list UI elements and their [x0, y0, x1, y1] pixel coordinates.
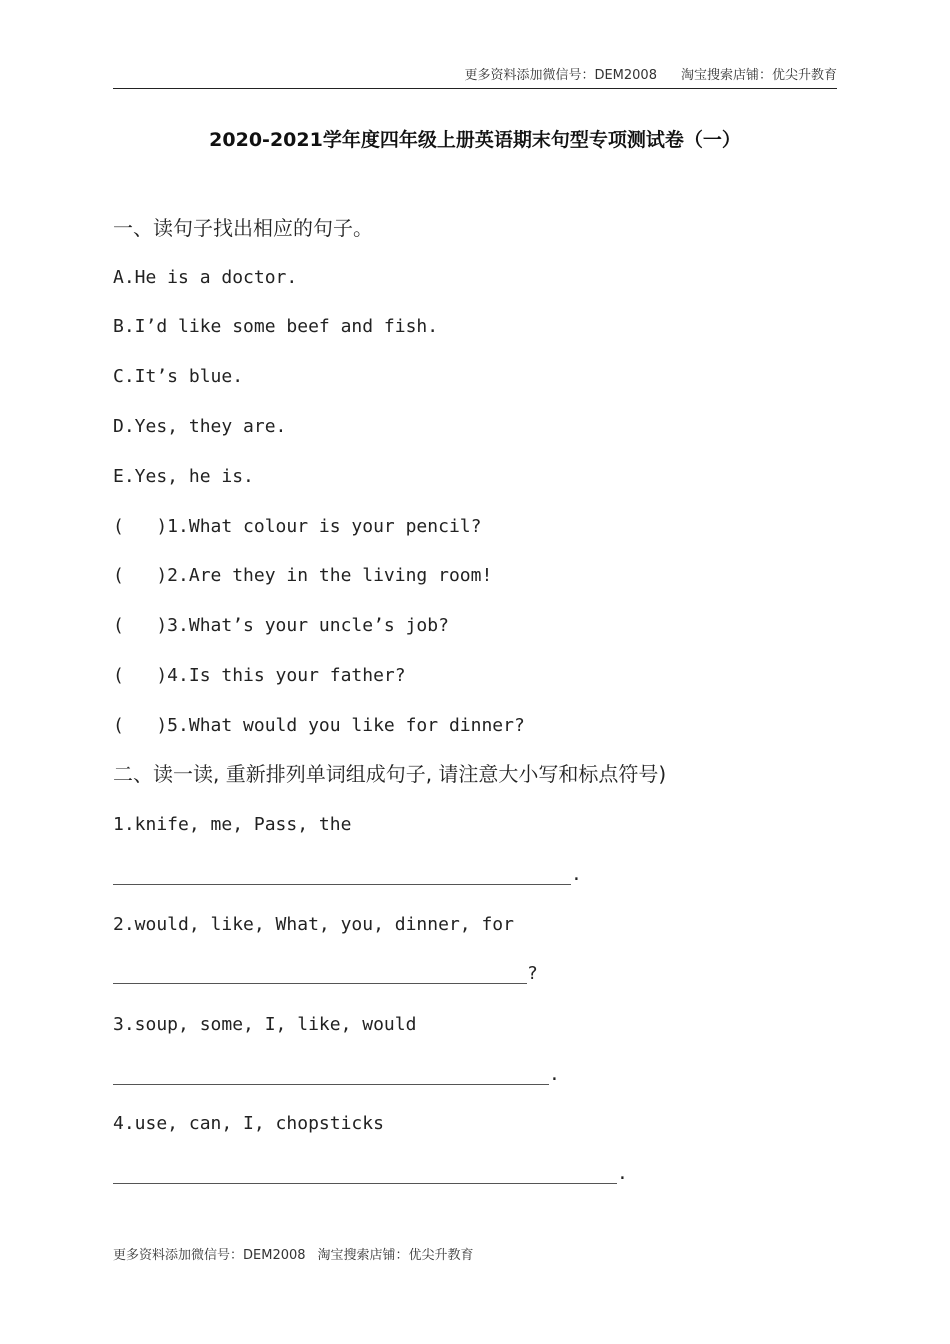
- section1-heading: 一、读句子找出相应的句子。: [113, 216, 373, 240]
- page-title: 2020-2021学年度四年级上册英语期末句型专项测试卷（一）: [209, 129, 741, 151]
- header-shop: 淘宝搜索店铺：优尖升教育: [680, 68, 837, 83]
- answer-blank-3[interactable]: [113, 1064, 549, 1085]
- footer-shop: 淘宝搜索店铺：优尖升教育: [317, 1248, 474, 1263]
- question-4: ( )4.Is this your father?: [113, 665, 406, 686]
- answer-blank-2[interactable]: [113, 963, 527, 984]
- option-b: B.I’d like some beef and fish.: [113, 316, 439, 337]
- answer-end-1: .: [571, 864, 582, 885]
- answer-end-4: .: [617, 1163, 628, 1184]
- reorder-item-2: 2.would, like, What, you, dinner, for: [113, 914, 514, 935]
- answer-line-3[interactable]: [113, 1064, 560, 1088]
- question-3: ( )3.What’s your uncle’s job?: [113, 615, 449, 636]
- option-c: C.It’s blue.: [113, 366, 244, 387]
- option-d: D.Yes, they are.: [113, 416, 287, 437]
- answer-line-2[interactable]: [113, 963, 538, 987]
- answer-blank-1[interactable]: [113, 864, 571, 885]
- answer-end-2: ?: [527, 963, 538, 984]
- question-2: ( )2.Are they in the living room!: [113, 565, 493, 586]
- footer-wechat: 更多资料添加微信号：DEM2008: [113, 1248, 306, 1263]
- reorder-item-3: 3.soup, some, I, like, would: [113, 1014, 417, 1035]
- section2-heading: 二、读一读, 重新排列单词组成句子, 请注意大小写和标点符号): [113, 762, 667, 786]
- answer-line-4[interactable]: [113, 1163, 628, 1187]
- page-header: [113, 66, 837, 89]
- answer-line-1[interactable]: [113, 864, 582, 888]
- reorder-item-1: 1.knife, me, Pass, the: [113, 814, 352, 835]
- option-a: A.He is a doctor.: [113, 267, 298, 288]
- answer-blank-4[interactable]: [113, 1163, 617, 1184]
- option-e: E.Yes, he is.: [113, 466, 254, 487]
- question-1: ( )1.What colour is your pencil?: [113, 516, 482, 537]
- page-footer: [113, 1244, 474, 1263]
- reorder-item-4: 4.use, can, I, chopsticks: [113, 1113, 384, 1134]
- answer-end-3: .: [549, 1064, 560, 1085]
- question-5: ( )5.What would you like for dinner?: [113, 715, 525, 736]
- header-wechat: 更多资料添加微信号：DEM2008: [464, 68, 657, 83]
